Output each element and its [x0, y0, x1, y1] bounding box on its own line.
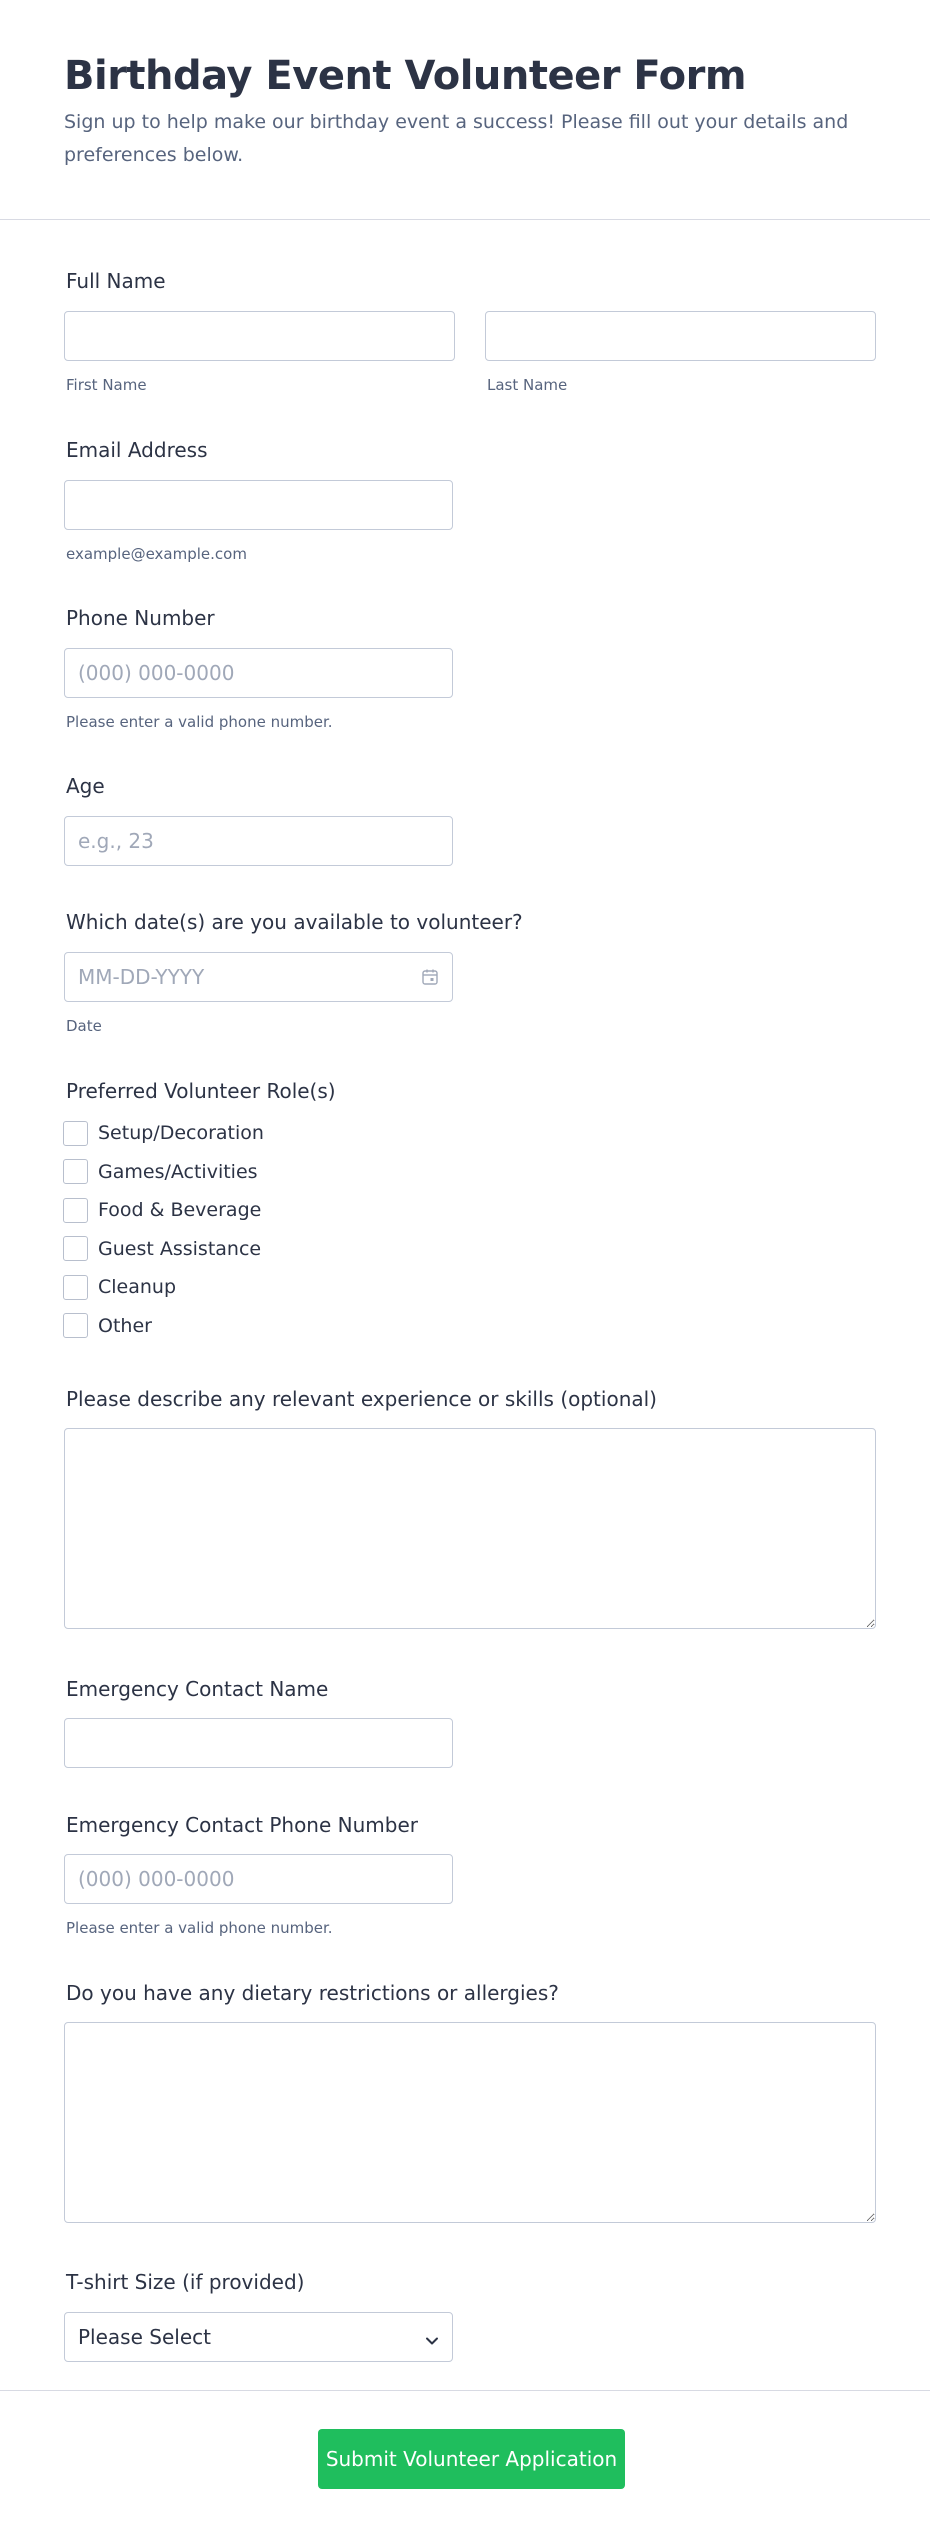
checkbox[interactable]: [63, 1121, 88, 1146]
dietary-textarea[interactable]: [64, 2022, 876, 2223]
emergency-name-label: Emergency Contact Name: [66, 1677, 329, 1701]
roles-field: [64, 1079, 876, 1345]
email-field: [64, 438, 876, 563]
emergency-phone-input[interactable]: [64, 1854, 453, 1904]
emergency-name-input[interactable]: [64, 1718, 453, 1768]
role-option[interactable]: [63, 1191, 876, 1230]
emergency-phone-sublabel: Please enter a valid phone number.: [66, 1919, 333, 1937]
page-subtitle: Sign up to help make our birthday event a success! Please fill out your details and preferences below.: [64, 111, 849, 166]
form-footer: [0, 2390, 930, 2538]
phone-field: [64, 606, 876, 731]
date-picker: [64, 952, 453, 1002]
roles-checkbox-group: [63, 1114, 876, 1345]
tshirt-size-select[interactable]: [64, 2312, 453, 2362]
role-option[interactable]: [63, 1230, 876, 1269]
form-header: [0, 0, 930, 220]
role-option[interactable]: [63, 1114, 876, 1153]
emergency-phone-field: [64, 1813, 876, 1937]
email-sublabel: example@example.com: [66, 545, 247, 563]
dietary-field: [64, 1981, 876, 2223]
experience-textarea[interactable]: [64, 1428, 876, 1629]
full-name-label: Full Name: [66, 269, 166, 293]
full-name-field: [64, 269, 876, 394]
checkbox[interactable]: [63, 1275, 88, 1300]
last-name-input[interactable]: [485, 311, 876, 361]
phone-sublabel: Please enter a valid phone number.: [66, 713, 333, 731]
age-field: [64, 774, 876, 866]
phone-input[interactable]: [64, 648, 453, 698]
date-input[interactable]: [64, 952, 453, 1002]
last-name-sublabel: Last Name: [487, 376, 568, 394]
emergency-name-field: [64, 1677, 876, 1768]
first-name-input[interactable]: [64, 311, 455, 361]
calendar-icon[interactable]: [421, 968, 439, 990]
date-field: [64, 910, 876, 1035]
checkbox[interactable]: [63, 1313, 88, 1338]
page-title: Birthday Event Volunteer Form: [64, 53, 747, 99]
checkbox[interactable]: [63, 1198, 88, 1223]
role-option[interactable]: [63, 1153, 876, 1192]
role-option-label: Guest Assistance: [98, 1237, 262, 1260]
submit-button[interactable]: Submit Volunteer Application: [318, 2429, 625, 2489]
checkbox[interactable]: [63, 1236, 88, 1261]
phone-label: Phone Number: [66, 606, 215, 630]
role-option-label: Food & Beverage: [98, 1199, 262, 1222]
age-label: Age: [66, 774, 105, 798]
tshirt-label: T-shirt Size (if provided): [66, 2270, 305, 2294]
email-label: Email Address: [66, 438, 208, 462]
roles-label: Preferred Volunteer Role(s): [66, 1079, 336, 1103]
chevron-down-icon: [424, 2330, 440, 2354]
age-input[interactable]: [64, 816, 453, 866]
date-sublabel: Date: [66, 1017, 102, 1035]
experience-label: Please describe any relevant experience or skills (optional): [66, 1387, 657, 1411]
role-option[interactable]: [63, 1307, 876, 1346]
role-option-label: Other: [98, 1314, 152, 1337]
role-option-label: Cleanup: [98, 1276, 177, 1299]
tshirt-field: [64, 2270, 876, 2362]
role-option[interactable]: [63, 1268, 876, 1307]
date-label: Which date(s) are you available to volunteer?: [66, 910, 523, 934]
email-input[interactable]: [64, 480, 453, 530]
role-option-label: Setup/Decoration: [98, 1122, 264, 1145]
experience-field: [64, 1387, 876, 1629]
first-name-sublabel: First Name: [66, 376, 147, 394]
emergency-phone-label: Emergency Contact Phone Number: [66, 1813, 418, 1837]
role-option-label: Games/Activities: [98, 1160, 258, 1183]
tshirt-selected-value: Please Select: [78, 2325, 211, 2349]
checkbox[interactable]: [63, 1159, 88, 1184]
dietary-label: Do you have any dietary restrictions or allergies?: [66, 1981, 559, 2005]
